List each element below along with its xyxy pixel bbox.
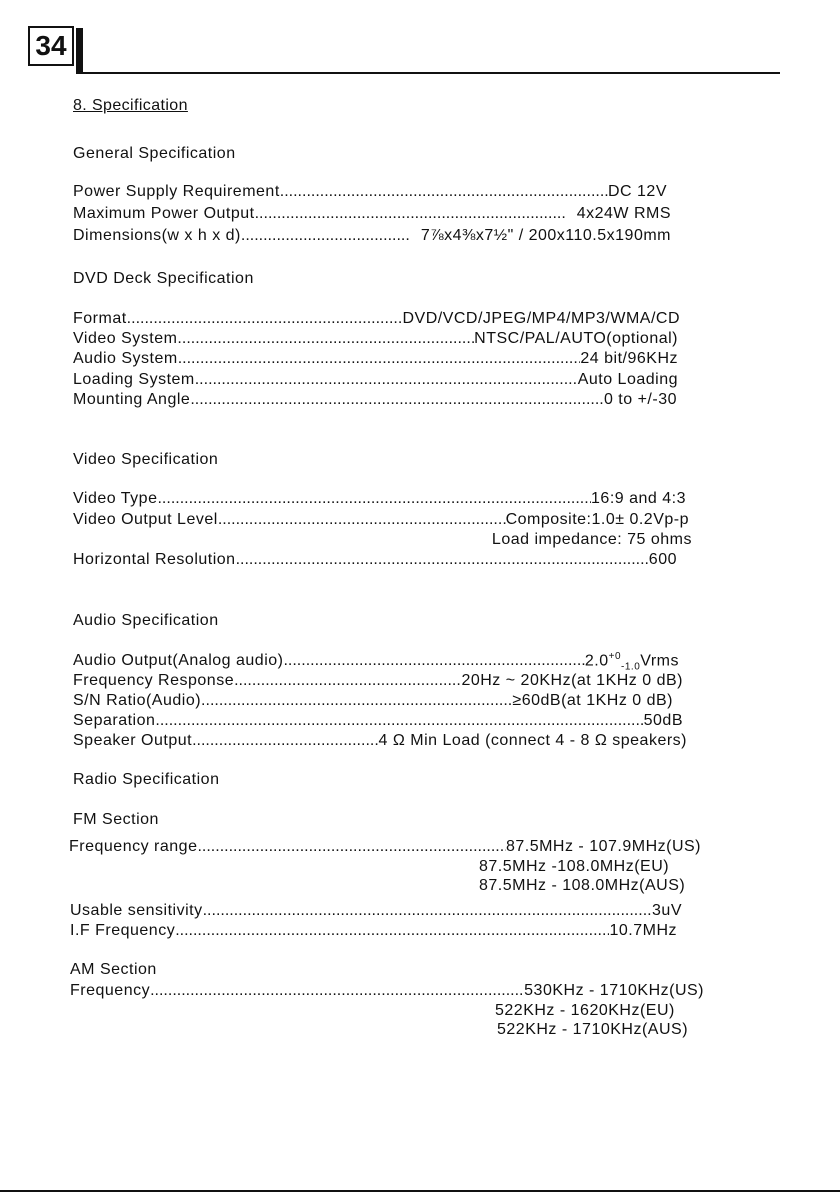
- leader-dots: [283, 652, 584, 670]
- spec-value: 87.5MHz - 107.9MHz(US): [505, 838, 701, 855]
- spec-label: Audio Output(Analog audio): [73, 652, 284, 670]
- radio-heading: Radio Specification: [73, 771, 220, 788]
- spec-value: 20Hz ~ 20KHz(at 1KHz 0 dB): [461, 672, 683, 689]
- spec-label: Loading System: [73, 371, 195, 388]
- spec-fm-frequency-eu: 87.5MHz -108.0MHz(EU): [479, 858, 670, 875]
- spec-video-type: [73, 490, 686, 508]
- spec-value: NTSC/PAL/AUTO(optional): [474, 330, 678, 347]
- audio-output-sub: -1.0: [621, 661, 641, 673]
- spec-video-load-impedance: Load impedance: 75 ohms: [491, 531, 692, 548]
- spec-frequency-response: [73, 672, 683, 690]
- section-title: 8. Specification: [73, 97, 188, 114]
- spec-am-frequency: [70, 982, 704, 1000]
- spec-mounting-angle: [73, 391, 677, 409]
- spec-value: 16:9 and 4:3: [591, 490, 686, 507]
- dvd-heading: DVD Deck Specification: [73, 270, 254, 287]
- spec-value: Auto Loading: [577, 371, 678, 388]
- leader-dots: [280, 183, 608, 201]
- spec-value: 0 to +/-30: [603, 391, 677, 408]
- spec-value: 7⅞x4⅜x7½" / 200x110.5x190mm: [420, 227, 671, 244]
- audio-output-main: 2.0: [584, 652, 609, 670]
- spec-label: Speaker Output: [73, 732, 193, 749]
- general-heading: General Specification: [73, 145, 236, 162]
- leader-dots: [203, 902, 652, 920]
- spec-separation: [73, 712, 683, 730]
- spec-fm-frequency-aus: 87.5MHz - 108.0MHz(AUS): [479, 877, 686, 894]
- leader-dots: [157, 490, 591, 508]
- spec-label: Frequency: [70, 982, 151, 999]
- spec-label: Power Supply Requirement: [73, 183, 280, 200]
- spec-format: [73, 310, 680, 328]
- spec-label: Frequency Response: [73, 672, 235, 689]
- video-heading: Video Specification: [73, 451, 219, 468]
- spec-label: Video System: [73, 330, 178, 347]
- spec-value: 600: [648, 551, 677, 568]
- leader-dots: [197, 838, 505, 856]
- spec-am-frequency-eu: 522KHz - 1620KHz(EU): [495, 1002, 675, 1019]
- spec-dimensions: [73, 227, 671, 245]
- audio-output-sup: +0: [608, 651, 622, 662]
- leader-dots: [150, 982, 524, 1000]
- leader-dots: [255, 205, 565, 223]
- page-number: 34: [28, 26, 74, 66]
- spec-label: Audio System: [73, 350, 178, 367]
- spec-horizontal-resolution: [73, 551, 677, 569]
- leader-dots: [241, 227, 411, 245]
- spec-value: 4x24W RMS: [576, 205, 671, 222]
- spec-label: Video Type: [73, 490, 158, 507]
- leader-dots: [195, 371, 578, 389]
- spec-value: 24 bit/96KHz: [580, 350, 678, 367]
- leader-dots: [177, 330, 474, 348]
- leader-dots: [127, 310, 403, 328]
- spec-speaker-output: [73, 732, 687, 750]
- spec-value: 4 Ω Min Load (connect 4 - 8 Ω speakers): [378, 732, 687, 749]
- spec-label: Maximum Power Output: [73, 205, 255, 222]
- spec-value: 50dB: [643, 712, 683, 729]
- page-number-shadow: [76, 28, 83, 74]
- spec-label: Format: [73, 310, 127, 327]
- spec-label: Video Output Level: [73, 511, 218, 528]
- leader-dots: [236, 551, 649, 569]
- spec-label: Separation: [73, 712, 156, 729]
- leader-dots: [234, 672, 461, 690]
- spec-video-output-level: [73, 511, 689, 529]
- leader-dots: [192, 732, 378, 750]
- spec-value: Composite:1.0± 0.2Vp-p: [505, 511, 689, 528]
- spec-sn-ratio: [73, 692, 673, 710]
- leader-dots: [201, 692, 512, 710]
- spec-label: Horizontal Resolution: [73, 551, 236, 568]
- spec-audio-output: [73, 651, 679, 673]
- leader-dots: [155, 712, 643, 730]
- leader-dots: [218, 511, 506, 529]
- audio-output-unit: Vrms: [640, 652, 679, 670]
- leader-dots: [175, 922, 609, 940]
- spec-label: Mounting Angle: [73, 391, 191, 408]
- spec-label: Frequency range: [69, 838, 198, 855]
- spec-label: Dimensions(w x h x d): [73, 227, 241, 244]
- spec-power-supply: [73, 183, 667, 201]
- spec-usable-sensitivity: [70, 902, 682, 920]
- spec-label: I.F Frequency: [70, 922, 176, 939]
- spec-value: DVD/VCD/JPEG/MP4/MP3/WMA/CD: [402, 310, 680, 327]
- spec-value: DC 12V: [607, 183, 667, 200]
- spec-value: ≥60dB(at 1KHz 0 dB): [512, 692, 673, 709]
- spec-label: S/N Ratio(Audio): [73, 692, 202, 709]
- header-rule: [76, 72, 780, 74]
- spec-if-frequency: [70, 922, 677, 940]
- fm-heading: FM Section: [73, 811, 159, 828]
- spec-label: Usable sensitivity: [70, 902, 203, 919]
- audio-heading: Audio Specification: [73, 612, 219, 629]
- spec-max-power: [73, 205, 671, 223]
- leader-dots: [178, 350, 581, 368]
- leader-dots: [190, 391, 604, 409]
- am-heading: AM Section: [70, 961, 157, 978]
- spec-loading-system: [73, 371, 678, 389]
- spec-value: [585, 651, 679, 673]
- spec-video-system: [73, 330, 678, 348]
- spec-value: 3uV: [652, 902, 682, 919]
- spec-audio-system: [73, 350, 678, 368]
- spec-value: 10.7MHz: [609, 922, 677, 939]
- spec-value: 530KHz - 1710KHz(US): [524, 982, 704, 999]
- spec-fm-frequency-range: [69, 838, 701, 856]
- spec-am-frequency-aus: 522KHz - 1710KHz(AUS): [497, 1021, 689, 1038]
